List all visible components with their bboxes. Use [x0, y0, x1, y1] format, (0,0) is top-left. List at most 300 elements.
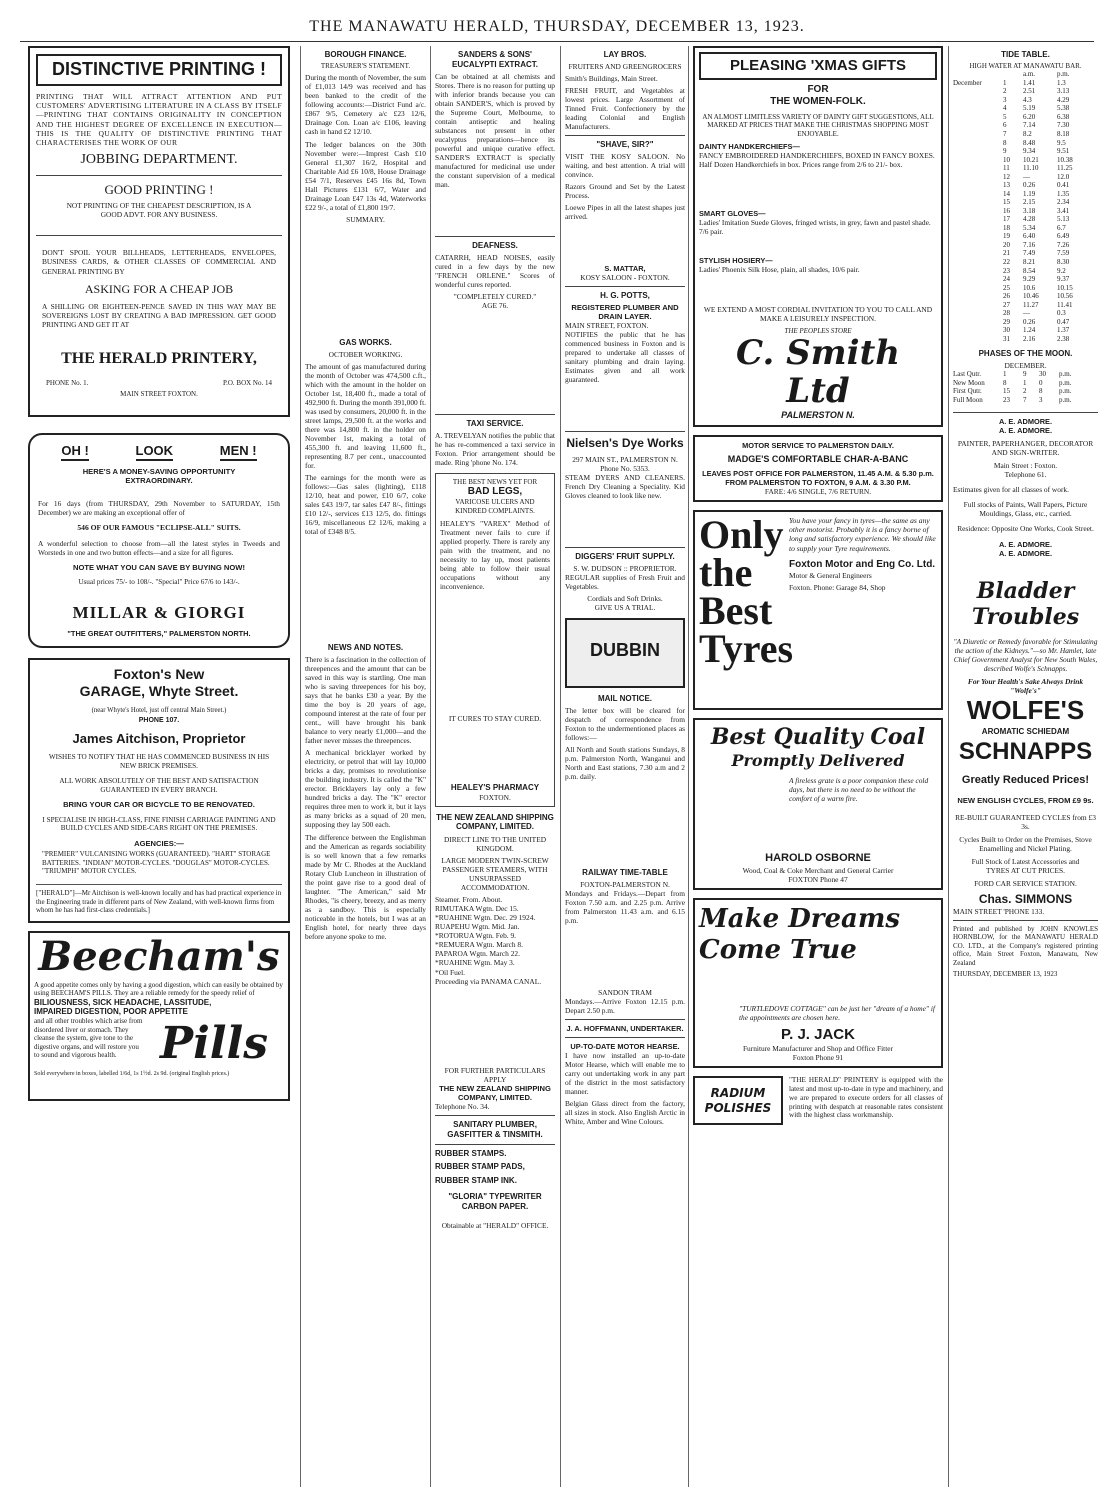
dainty-heading: DAINTY HANDKERCHIEFS— — [699, 142, 800, 152]
tide-day: 15 — [1003, 198, 1010, 207]
tide-row — [953, 113, 1098, 122]
moon-cell: 8 — [1039, 387, 1043, 396]
high-water-heading: HIGH WATER AT MANAWATU BAR. — [969, 61, 1082, 70]
bestnews-text: THE BEST NEWS YET FOR — [452, 477, 538, 486]
greatly-heading: Greatly Reduced Prices! — [961, 774, 1090, 787]
painter-text: PAINTER, PAPERHANGER, DECORATOR AND SIGN-WRITER. — [957, 439, 1094, 458]
near-text: (near Whyte's Hotel, just off central Main Street.) — [91, 706, 227, 714]
garage84-text: Foxton. Phone: Garage 84, Shop — [789, 583, 886, 593]
oh-subheading: HERE'S A MONEY-SAVING OPPORTUNITY EXTRAORDINARY. — [82, 466, 236, 485]
moon-cell: New Moon — [953, 378, 985, 387]
steamer-head: Steamer. From. About. — [435, 895, 503, 905]
tide-row — [953, 156, 1098, 165]
tide-pm: 11.41 — [1057, 300, 1073, 309]
tide-day: 3 — [1003, 95, 1007, 104]
tide-row — [953, 181, 1098, 190]
bladder-heading: Bladder Troubles — [971, 577, 1080, 631]
tide-am: 6.40 — [1023, 232, 1036, 241]
tide-pm: 2.34 — [1057, 198, 1070, 207]
xmas-heading: PLEASING 'XMAS GIFTS — [699, 52, 937, 80]
badlegs-heading: BAD LEGS, — [467, 486, 523, 498]
moon-row — [953, 370, 1098, 379]
ledger-body: The ledger balances on the 30th November were:—Imprest Cash £10 General £1,307 16/2, Hospital and Charitable Aid £6 10/8, House Drainage £54 7/1, Reserves £45 16s 8d, Town Hall Pictures £131 6/7, Water and Drainage Loan £47 13s 4d, Waterworks £22 9/-, a total of £1,800 19/7. — [305, 139, 426, 212]
palmerston-text: PALMERSTON N. — [781, 409, 855, 420]
telephone-text: Telephone No. 34. — [435, 1102, 490, 1112]
tide-pm: 1.35 — [1057, 189, 1070, 198]
news-body: There is a fascination in the collection of threepences and the amount that can be saved in this way is startling. One man who is saving threepences for his boy, says that he banks £30 a year. By the time the boy is 20 years of age, compound interest at the rate of four per cent., will have brought his bank balance to very nearly £1,000—and the father never misses the threepences. — [305, 654, 426, 746]
tide-pm: 3.13 — [1057, 87, 1070, 96]
nzshipping2-heading: THE NEW ZEALAND SHIPPING COMPANY, LIMITED. — [439, 1083, 551, 1102]
agencies-heading: AGENCIES:— — [134, 839, 184, 849]
tide-day: 18 — [1003, 223, 1010, 232]
cures-stay-heading: IT CURES TO STAY CURED. — [448, 713, 542, 723]
note-heading: NOTE WHAT YOU CAN SAVE BY BUYING NOW! — [73, 562, 245, 572]
specialise-text: I SPECIALISE IN HIGH-CLASS, FINE FINISH CARRIAGE PAINTING AND BUILD CYCLES AND SIDE-CARS RIGHT ON THE PREMISES. — [42, 815, 276, 833]
tide-am: 2.51 — [1023, 87, 1036, 96]
tide-month — [953, 292, 1003, 301]
tide-day: 19 — [1003, 232, 1010, 241]
cured-heading: "COMPLETELY CURED." — [453, 291, 537, 301]
tide-am: 9.29 — [1023, 275, 1036, 284]
moon-cell: 2 — [1023, 387, 1027, 396]
beechams-heading: Beecham's — [38, 932, 280, 980]
admore-heading-3: A. E. ADMORE. — [998, 539, 1053, 549]
tide-am: 8.21 — [1023, 257, 1036, 266]
steamer-row: *REMUERA Wgtn. March 8. — [435, 940, 523, 950]
coal-ad — [693, 718, 943, 890]
tide-row — [953, 121, 1098, 130]
tide-am: 10.6 — [1023, 283, 1036, 292]
treasurer-heading: TREASURER'S STATEMENT. — [320, 61, 411, 70]
tide-row — [953, 198, 1098, 207]
tide-heading: TIDE TABLE. — [1001, 50, 1050, 59]
tide-month — [953, 207, 1003, 216]
foxton47-text: FOXTON Phone 47 — [788, 874, 848, 884]
suits-heading: 546 OF OUR FAMOUS "ECLIPSE-ALL" SUITS. — [77, 523, 241, 533]
admore-heading-4: A. E. ADMORE. — [998, 548, 1053, 558]
tide-month — [953, 190, 1003, 199]
csmith-heading: C. Smith Ltd — [735, 333, 900, 411]
foxton-garage-ad — [28, 658, 290, 922]
street-address: MAIN STREET FOXTON. — [120, 390, 198, 399]
only-best-tyres-heading: Only the Best Tyres — [699, 511, 794, 671]
aitchison-heading: James Aitchison, Proprietor — [72, 731, 246, 747]
ford-text: FORD CAR SERVICE STATION. — [974, 878, 1077, 888]
jobbing-heading: JOBBING DEPARTMENT. — [80, 152, 238, 168]
look-text: LOOK — [136, 443, 174, 461]
tide-row — [953, 190, 1098, 199]
razors-body: Razors Ground and Set by the Latest Process. — [565, 181, 685, 200]
fresh-body: FRESH FRUIT, and Vegetables at lowest prices. Large Assortment of Tinned Fruit. Confectionery by the leading Colonial and English Manufacturers. — [565, 85, 685, 131]
tide-day: 16 — [1003, 206, 1010, 215]
jack-sub: Furniture Manufacturer and Shop and Office Fitter — [742, 1044, 894, 1054]
tide-row — [953, 275, 1098, 284]
tide-row — [953, 292, 1098, 301]
sandon-body: Mondays.—Arrive Foxton 12.15 p.m. Depart 2.50 p.m. — [565, 997, 685, 1016]
moon-cell: 23 — [1003, 395, 1010, 404]
tide-pm: 6.38 — [1057, 112, 1070, 121]
built-text: Cycles Built to Order on the Premises, Stove Enamelling and Nickel Plating. — [959, 834, 1092, 853]
taxi-body: A. TREVELYAN notifies the public that he has re-commenced a taxi service in Foxton. Prior arrangement should be made. Ring 'phone No. 174. — [435, 430, 555, 467]
tide-pm: 0.41 — [1057, 181, 1070, 190]
tide-am: 1.24 — [1023, 326, 1036, 335]
mainst-text: Main Street : Foxton. — [993, 461, 1058, 471]
tide-am: 10.21 — [1023, 155, 1039, 164]
tide-month — [953, 147, 1003, 156]
treasurer-body: During the month of November, the sum of £1,013 14/9 was received and has been banked to the credit of the following accounts:—District Fund a/c. £867 9/5, Cemetery a/c £23 12/6, Drainage Con. Loan a/c £106, leaving cash in hand £2 12/10. — [305, 73, 426, 137]
tide-month — [953, 87, 1003, 96]
halfdozen-text: Half Dozen Handkerchiefs in box. Prices range from 2/6 to 21/- box. — [699, 160, 903, 170]
foxmotor-heading: Foxton Motor and Eng Co. Ltd. — [789, 558, 936, 570]
sandon-heading: SANDON TRAM — [598, 988, 652, 998]
printery-text: "THE HERALD" PRINTERY is equipped with the latest and most up-to-date in type and machinery, and we are prepared to execute orders for all classes of printing with despatch at reasonable rates consistent with the highest class workmanship. — [789, 1076, 943, 1120]
moon-row — [953, 396, 1098, 405]
tide-month — [953, 335, 1003, 344]
estimates-text: Estimates given for all classes of work. — [953, 485, 1069, 495]
potts-heading: H. G. POTTS, — [600, 291, 650, 300]
october-heading: OCTOBER WORKING. — [328, 349, 403, 359]
shilling-text: A SHILLING OR EIGHTEEN-PENCE SAVED IN THIS WAY MAY BE SOVEREIGNS LOST BY CREATING A BAD IMPRESSION. GET GOOD PRINTING AND GET IT AT — [42, 302, 276, 330]
tide-month — [953, 156, 1003, 165]
fancy-text: FANCY EMBROIDERED HANDKERCHIEFS, BOXED IN FANCY BOXES. — [699, 151, 935, 161]
tide-month — [953, 164, 1003, 173]
tide-am: 5.34 — [1023, 223, 1036, 232]
healeys-heading: HEALEY'S PHARMACY — [450, 782, 540, 792]
tide-row — [953, 96, 1098, 105]
good-printing-heading: GOOD PRINTING ! — [104, 181, 214, 197]
tide-row — [953, 267, 1098, 276]
tide-am: 0.26 — [1023, 181, 1036, 190]
tide-am: 11.27 — [1023, 300, 1039, 309]
belgian-body: Belgian Glass direct from the factory, all sizes in stock. Also English Arctic in White, Amber and Wine Colours. — [565, 1099, 685, 1127]
moon-cell: 9 — [1023, 370, 1027, 379]
tide-row — [953, 87, 1098, 96]
tide-pm: 5.13 — [1057, 215, 1070, 224]
moon-cell: 30 — [1039, 370, 1046, 379]
coal-heading-1: Best Quality Coal — [710, 723, 926, 750]
panama-text: Proceeding via PANAMA CANAL. — [435, 976, 542, 986]
impaired-text: IMPAIRED DIGESTION, POOR APPETITE — [34, 1007, 188, 1017]
diggers-heading: DIGGERS' FRUIT SUPPLY. — [575, 552, 675, 562]
tide-month — [953, 113, 1003, 122]
printing-title: DISTINCTIVE PRINTING ! — [36, 54, 282, 86]
tide-row — [953, 164, 1098, 173]
column-5 — [688, 46, 943, 1487]
agency-list: "PREMIER" VULCANISING WORKS (GUARANTEED). "HART" STORAGE BATTERIES. "INDIAN" MOTOR-CYCLES. "DOUGLAS" MOTOR-CYCLES. "TRIUMPH" MOTOR CYCLES. — [42, 850, 271, 876]
tide-am: 7.16 — [1023, 240, 1036, 249]
millar-giorgi-heading: MILLAR & GIORGI — [72, 602, 246, 622]
steamer-list — [435, 904, 555, 967]
tide-am: 11.10 — [1023, 164, 1039, 173]
column-3 — [430, 46, 555, 1487]
tide-am-label: a.m. — [1023, 70, 1036, 79]
tide-month — [953, 121, 1003, 130]
steamer-row: *RUAHINE Wgtn. Dec. 29 1924. — [435, 913, 536, 923]
tide-row — [953, 335, 1098, 344]
tide-row — [953, 258, 1098, 267]
tide-day: 8 — [1003, 138, 1007, 147]
tide-row — [953, 249, 1098, 258]
tide-row — [953, 232, 1098, 241]
tide-am: 1.19 — [1023, 189, 1036, 198]
tide-pm: 12.0 — [1057, 172, 1070, 181]
tide-month — [953, 309, 1003, 318]
foxton91-text: Foxton Phone 91 — [792, 1053, 844, 1063]
tyres-ad — [693, 510, 943, 710]
tide-row — [953, 104, 1098, 113]
dudson-text: S. W. DUDSON :: PROPRIETOR. — [573, 564, 677, 573]
tide-day: 26 — [1003, 292, 1010, 301]
tide-day: 22 — [1003, 257, 1010, 266]
tide-row — [953, 130, 1098, 139]
printed-text: Printed and published by JOHN KNOWLES HORNBLOW, for the MANAWATU HERALD CO. LTD., at the Company's registered printing office, Main Street Foxton, Manawatu, New Zealand — [953, 924, 1098, 967]
tide-day: 7 — [1003, 130, 1007, 138]
garage-heading: GARAGE, Whyte Street. — [79, 683, 239, 700]
residence-text: Residence: Opposite One Works, Cook Street. — [957, 524, 1094, 534]
large-heading: LARGE MODERN TWIN-SCREW PASSENGER STEAMERS, WITH UNSURPASSED ACCOMMODATION. — [441, 856, 549, 893]
deafness-heading: DEAFNESS. — [472, 240, 518, 250]
tide-pm: 11.25 — [1057, 164, 1073, 173]
moon-table — [953, 370, 1098, 404]
moon-cell: p.m. — [1059, 387, 1072, 396]
pills-heading: Pills — [159, 1018, 268, 1070]
admore-heading-2: A. E. ADMORE. — [998, 426, 1053, 436]
oh-text: OH ! — [61, 443, 88, 461]
tide-month — [953, 267, 1003, 276]
age-heading: AGE 76. — [481, 300, 509, 310]
tide-pm: 9.5 — [1057, 138, 1066, 147]
mail-more: All North and South stations Sundays, 8 p.m. Palmerston North, Wanganui and North and East stations, 7.30 a.m and 2 p.m. daily. — [565, 745, 685, 782]
tide-am: 6.20 — [1023, 112, 1036, 121]
further-heading: FOR FURTHER PARTICULARS APPLY — [444, 1065, 546, 1084]
moon-cell: 1 — [1003, 370, 1007, 379]
tide-am: 5.19 — [1023, 104, 1036, 113]
tide-month — [953, 241, 1003, 250]
moon-cell: Full Moon — [953, 395, 983, 404]
tide-am: — — [1023, 309, 1030, 318]
moon-cell: 1 — [1023, 378, 1027, 387]
tide-row — [953, 309, 1098, 318]
tide-pm: 9.51 — [1057, 147, 1070, 156]
tide-day: 24 — [1003, 275, 1010, 284]
tide-pm: 5.38 — [1057, 104, 1070, 113]
beechams-body: A good appetite comes only by having a good digestion, which can easily be obtained by using BEECHAM'S PILLS. They are a reliable remedy for the speedy relief of — [34, 980, 283, 998]
tide-am: 2.15 — [1023, 198, 1036, 207]
tel61-text: Telephone 61. — [1004, 470, 1047, 480]
printing-body: PRINTING THAT WILL ATTRACT ATTENTION AND PUT CUSTOMERS' ADVERTISING LITERATURE IN A CLASS BY ITSELF—PRINTING THAT CONTAINS ORIGINALITY IN CONCEPTION AND THE HIGHEST DEGREE OF EXCELLENCE IN EXECUTION—THIS IS THE QUALITY OF DISTINCTIVE PRINTING THAT CHARACTERISES THE WORK OF OUR — [36, 91, 282, 148]
tide-pm: 9.37 — [1057, 275, 1070, 284]
printing-ad — [28, 46, 290, 417]
madge-heading: MADGE'S COMFORTABLE CHAR-A-BANC — [727, 453, 909, 464]
tide-day: 17 — [1003, 215, 1010, 224]
tide-day: 14 — [1003, 189, 1010, 198]
smiths-address: Smith's Buildings, Main Street. — [565, 73, 658, 83]
brick-body: A mechanical bricklayer worked by electricity, or petrol that will lay 10,000 bricks a day, promises to revolutionise the building industry. It is called the "K" erector. Bricklayers lay only a few hundred bricks a day. The "K" erector requires three men to work it, but it lays as many bricks as a squad of 20 men, supposing they lay 500 each. — [305, 748, 426, 830]
foxton-new-heading: Foxton's New — [113, 666, 205, 683]
tide-row — [953, 224, 1098, 233]
moon-cell: 15 — [1003, 387, 1010, 396]
tide-am: 7.14 — [1023, 121, 1036, 130]
rebuilt-text: RE-BUILT GUARANTEED CYCLES from £3 3s. — [955, 812, 1096, 831]
accessories-text: Full Stock of Latest Accessories and — [971, 856, 1080, 866]
stylish-heading: STYLISH HOSIERY— — [699, 256, 773, 266]
bilious-text: BILIOUSNESS, SICK HEADACHE, LASSITUDE, — [34, 997, 212, 1007]
tide-pm-label: p.m. — [1057, 70, 1070, 79]
oilfuel-text: *Oil Fuel. — [435, 967, 465, 977]
tide-day: 21 — [1003, 249, 1010, 258]
coal-heading-2: Promptly Delivered — [731, 750, 905, 770]
sold-text: Sold everywhere in boxes, labelled 1/6d, 1s 1½d. 2s 9d. (original English prices.) — [34, 1070, 230, 1077]
dont-spoil-text: DON'T SPOIL YOUR BILLHEADS, LETTERHEADS, ENVELOPES, BUSINESS CARDS, & OTHER CLASSES OF COMMERCIAL AND GENERAL PRINTING BY — [42, 248, 276, 276]
prices-text: Usual prices 75/- to 108/-. "Special" Price 67/6 to 143/-. — [78, 577, 240, 586]
tide-am: 0.26 — [1023, 317, 1036, 326]
column-2 — [300, 46, 426, 1487]
tide-row — [953, 241, 1098, 250]
tide-month — [953, 301, 1003, 310]
tide-day: 23 — [1003, 266, 1010, 275]
shave-heading: "SHAVE, SIR?" — [596, 139, 654, 149]
tide-day: 30 — [1003, 326, 1010, 335]
stocks-text: Full stocks of Paints, Wall Papers, Picture Mouldings, Glass, etc., carried. — [963, 500, 1088, 519]
tide-pm: 1.37 — [1057, 326, 1070, 335]
tide-pm: 10.15 — [1057, 283, 1073, 292]
steamer-row: PAPAROA Wgtn. March 22. — [435, 949, 520, 959]
sanders-heading: SANDERS & SONS' EUCALYPTI EXTRACT. — [452, 50, 538, 69]
tide-month — [953, 215, 1003, 224]
jack-ad — [693, 898, 943, 1068]
xmas-gifts-ad — [693, 46, 943, 427]
bring-text: BRING YOUR CAR OR BICYCLE TO BE RENOVATED. — [63, 800, 255, 810]
tide-am: 1.41 — [1023, 78, 1036, 87]
tide-day: 25 — [1003, 283, 1010, 292]
tide-pm: 7.59 — [1057, 249, 1070, 258]
hoffmann-heading: J. A. HOFFMANN, UNDERTAKER. — [566, 1024, 684, 1034]
column-6 — [948, 46, 1098, 1487]
tide-month — [953, 198, 1003, 207]
tide-month: December — [953, 78, 982, 87]
notifies-body: NOTIFIES the public that he has commenced business in Foxton and is prepared to undertake all classes of sanitary plumbing and drain laying. Estimates given and all work guaranteed. — [565, 330, 685, 385]
tide-month — [953, 96, 1003, 105]
osborne-sub: Wood, Coal & Coke Merchant and General Carrier — [742, 865, 894, 875]
peoples-text: THE PEOPLES STORE — [784, 326, 852, 335]
stamps3-text: RUBBER STAMP INK. — [435, 1176, 517, 1186]
wolfes-heading: WOLFE'S — [966, 695, 1085, 726]
tide-day: 2 — [1003, 87, 1007, 96]
tide-row — [953, 79, 1098, 88]
hosiery-text: Ladies' Phoenix Silk Hose, plain, all shades, 10/6 pair. — [699, 265, 860, 275]
tide-day: 29 — [1003, 317, 1010, 326]
tide-day: 5 — [1003, 112, 1007, 121]
tide-month — [953, 284, 1003, 293]
tide-am: 9.34 — [1023, 147, 1036, 156]
suits-body: A wonderful selection to choose from—all the latest styles in Tweeds and Worsteds in one and two button effects—and a size for all figures. — [38, 538, 280, 557]
turtledove-text: "TURTLEDOVE COTTAGE" can be just her "dream of a home" if the appointments are chosen here. — [739, 1003, 935, 1022]
tide-pm: 10.38 — [1057, 155, 1073, 164]
obtainable-text: Obtainable at "HERALD" OFFICE. — [441, 1221, 549, 1231]
tide-row — [953, 326, 1098, 335]
engineers-text: Motor & General Engineers — [789, 571, 872, 581]
tide-pm: 9.2 — [1057, 266, 1066, 275]
tide-day: 13 — [1003, 181, 1010, 190]
tide-month — [953, 181, 1003, 190]
millar-giorgi-ad — [28, 433, 290, 649]
nzshipping-heading: THE NEW ZEALAND SHIPPING COMPANY, LIMITED. — [436, 812, 554, 832]
for-text: FOR — [807, 84, 829, 96]
stamps1-text: RUBBER STAMPS. — [435, 1148, 507, 1158]
osborne-heading: HAROLD OSBORNE — [765, 852, 871, 865]
tide-month — [953, 275, 1003, 284]
varicose-heading: VARICOSE ULCERS AND KINDRED COMPLAINTS. — [455, 498, 535, 515]
tide-row — [953, 173, 1098, 182]
gloria-heading: "GLORIA" TYPEWRITER CARBON PAPER. — [448, 1191, 542, 1211]
tide-row — [953, 147, 1098, 156]
tide-am: 7.49 — [1023, 249, 1036, 258]
tide-am: 4.3 — [1023, 95, 1032, 104]
tide-day: 11 — [1003, 164, 1010, 173]
tide-month — [953, 232, 1003, 241]
tyres-body: You have your fancy in tyres—the same as any other motorist. Probably it is a fancy borne of long and satisfactory experience. We should like to supply your Tyre requirements. — [789, 515, 936, 553]
tide-month — [953, 249, 1003, 258]
tide-pm: 7.30 — [1057, 121, 1070, 130]
moon-cell: 3 — [1039, 395, 1043, 404]
tide-table — [953, 79, 1098, 343]
nielsens-heading: Nielsen's Dye Works — [566, 436, 684, 451]
tide-month — [953, 318, 1003, 327]
herald-note: ["HERALD"]—Mr Aitchison is well-known locally and has had practical experience in the Engineering trade in different parts of New Zealand, with well-known firms from whom he has had first-class credentials.] — [36, 884, 282, 915]
tide-day: 20 — [1003, 240, 1010, 249]
moon-cell: p.m. — [1059, 378, 1072, 387]
registered-heading: REGISTERED PLUMBER AND DRAIN LAYER. — [571, 302, 679, 321]
regular-body: REGULAR supplies of Fresh Fruit and Vegetables. — [565, 573, 685, 592]
tide-month — [953, 224, 1003, 233]
tide-row — [953, 284, 1098, 293]
tide-pm: 6.7 — [1057, 223, 1066, 232]
women-heading: THE WOMEN-FOLK. — [770, 96, 866, 108]
tyres-cut-text: TYRES AT CUT PRICES. — [986, 865, 1065, 875]
fruiterers-heading: FRUITERS AND GREENGROCERS — [568, 61, 682, 71]
direct-heading: DIRECT LINE TO THE UNITED KINGDOM. — [443, 835, 547, 854]
sanders-body: Can be obtained at all chemists and Stores. There is no reason for putting up with inferior brands because you can obtain SANDER'S, which is proved by the Supreme Court, Melbourne, to contain antiseptic and healing substances not present in other eucalyptus preparations—hence its powerful and unique curative effect. SANDER'S EXTRACT is specially manufactured for medicinal use under the constant supervision of a medical man. — [435, 71, 555, 189]
jack-heading: P. J. JACK — [781, 1025, 855, 1043]
tide-day: 10 — [1003, 155, 1010, 164]
xmas-body: AN ALMOST LIMITLESS VARIETY OF DAINTY GIFT SUGGESTIONS, ALL MARKED AT PRICES THAT MAKE THE CHRISTMAS SHOPPING MOST ENJOYABLE. — [702, 112, 934, 138]
tide-row — [953, 301, 1098, 310]
schnapps-heading: SCHNAPPS — [958, 737, 1093, 765]
phases-heading: PHASES OF THE MOON. — [978, 349, 1073, 359]
tide-am: 8.2 — [1023, 130, 1032, 138]
all-work-text: ALL WORK ABSOLUTELY OF THE BEST AND SATISFACTION GUARANTEED IN EVERY BRANCH. — [59, 776, 259, 794]
bladder-body: "A Diuretic or Remedy favorable for Stimulating the action of the Kidneys."—so Mr. Hamlet, late Chief Government Analyst for New South Wales, described Wolfe's Schnapps. — [953, 637, 1098, 674]
dubbin-ad: DUBBIN — [565, 618, 685, 688]
po-box: P.O. BOX No. 14 — [222, 378, 272, 387]
tide-row — [953, 139, 1098, 148]
beechams-more: and all other troubles which arise from disordered liver or stomach. They cleanse the system, give tone to the digestive organs, and will restore you to sound and vigorous health. — [34, 1017, 143, 1060]
tide-month — [953, 139, 1003, 148]
varex-body: HEALEY'S "VAREX" Method of Treatment never fails to cure if applied properly. There is rarely any pain with the treatment, and no necessity to lay up, most patients being able to follow their usual occupations without any inconvenience. — [440, 518, 550, 591]
column-4 — [560, 46, 685, 1487]
tide-month — [953, 104, 1003, 113]
tide-pm: 1.3 — [1057, 78, 1066, 87]
aromatic-text: AROMATIC SCHIEDAM — [981, 727, 1070, 737]
earnings-body: The earnings for the month were as follows:—Gas sales (lighting), £118 12/10, heat and power, £10 6/7, coke sales £43 19/7, tar sales £47 8/-, fittings £10 12/-, services £13 12/5, do. fittings 16/9, miscellaneous £2 12/6, making a total of £348 8/5. — [305, 472, 426, 537]
loewe-body: Loewe Pipes in all the latest shapes just arrived. — [565, 202, 685, 221]
moon-row — [953, 379, 1098, 388]
steamer-row: *RUAHINE Wgtn. May 3. — [435, 958, 515, 968]
healeys-ad — [435, 473, 555, 807]
dreams-heading: Make Dreams Come True — [699, 903, 901, 966]
admore-heading: A. E. ADMORE. — [998, 417, 1053, 427]
moon-cell: 7 — [1023, 395, 1027, 404]
